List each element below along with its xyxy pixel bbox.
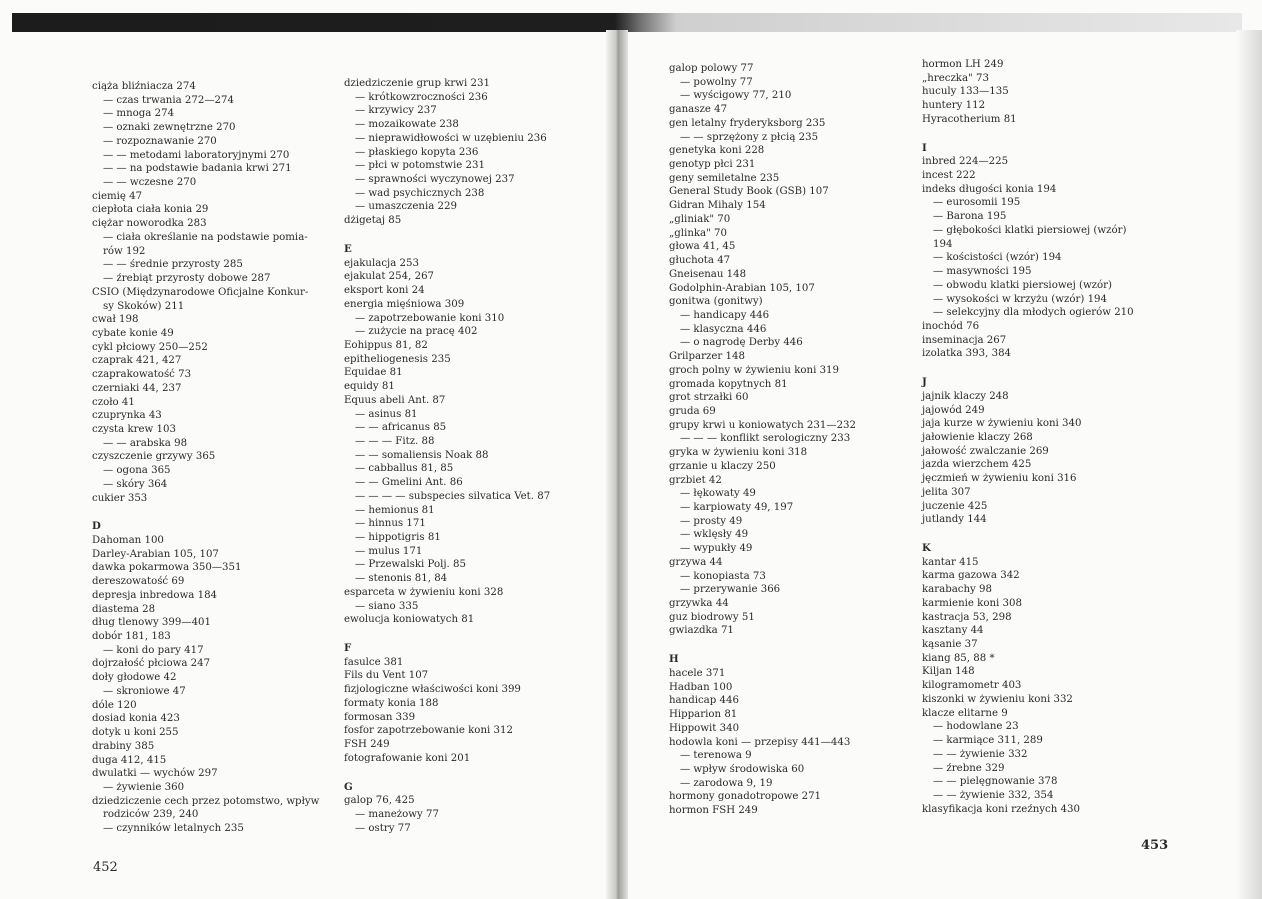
section-gap — [922, 361, 1134, 376]
index-entry: karmienie koni 308 — [922, 597, 1022, 609]
index-entry: inbred 224—225 — [922, 156, 1009, 168]
index-entry: FSH 249 — [344, 739, 390, 751]
index-entry: klasyfikacja koni rzeźnych 430 — [922, 803, 1080, 815]
index-entry: gen letalny fryderyksborg 235 — [669, 117, 826, 129]
index-entry: kąsanie 37 — [922, 639, 978, 651]
section-letter-heading: D — [92, 520, 101, 533]
index-entry: dóle 120 — [92, 699, 137, 711]
index-subentry: — wad psychicznych 238 — [355, 187, 485, 199]
index-entry: gromada kopytnych 81 — [669, 378, 788, 390]
index-entry: equidy 81 — [344, 381, 395, 393]
index-subentry: — przerywanie 366 — [680, 584, 781, 596]
index-entry: jajowód 249 — [922, 404, 985, 416]
index-subentry: — koni do pary 417 — [103, 644, 204, 656]
index-subentry: — — żywienie 332, 354 — [933, 789, 1054, 801]
section-letter-heading: I — [922, 141, 927, 154]
index-entry: czuprynka 43 — [92, 410, 162, 422]
index-subentry: — stenonis 81, 84 — [355, 573, 448, 585]
section-letter-heading: F — [344, 642, 352, 655]
index-entry: guz biodrowy 51 — [669, 611, 755, 623]
index-entry: drabiny 385 — [92, 740, 155, 752]
index-subentry: — głębokości klatki piersiowej (wzór) — [933, 224, 1127, 236]
index-entry: hacele 371 — [669, 667, 726, 679]
section-gap — [669, 638, 856, 653]
index-entry: karma gazowa 342 — [922, 570, 1020, 582]
index-entry: galop 76, 425 — [344, 795, 415, 807]
index-entry: kilogramometr 403 — [922, 680, 1022, 692]
index-entry: formosan 339 — [344, 711, 416, 723]
index-entry: Gneisenau 148 — [669, 268, 747, 280]
index-entry: formaty konia 188 — [344, 697, 439, 709]
index-entry: „gliniak" 70 — [669, 213, 731, 225]
index-entry: Hipparion 81 — [669, 709, 738, 721]
index-entry: juczenie 425 — [922, 500, 988, 512]
index-subentry: — wyścigowy 77, 210 — [680, 90, 792, 102]
index-entry: „hreczka" 73 — [922, 72, 989, 84]
index-entry: jałowienie klaczy 268 — [922, 431, 1033, 443]
index-entry: „glinka" 70 — [669, 227, 728, 239]
index-entry: ciężar noworodka 283 — [92, 218, 207, 230]
index-entry: gwiazdka 71 — [669, 625, 734, 637]
index-subentry: — handicapy 446 — [680, 309, 770, 321]
index-entry: inochód 76 — [922, 320, 980, 332]
index-subentry: — eurosomii 195 — [933, 197, 1021, 209]
index-entry: czerniaki 44, 237 — [92, 382, 182, 394]
index-entry: ejakulacja 253 — [344, 257, 419, 269]
index-entry: ganasze 47 — [669, 104, 728, 116]
section-gap — [92, 505, 319, 520]
index-subentry: — karmiące 311, 289 — [933, 735, 1043, 747]
index-subentry: — skóry 364 — [103, 478, 168, 490]
index-entry: klacze elitarne 9 — [922, 707, 1008, 719]
index-entry: dług tlenowy 399—401 — [92, 617, 212, 629]
index-entry: gryka w żywieniu koni 318 — [669, 447, 808, 459]
index-entry: głuchota 47 — [669, 255, 731, 267]
index-subentry: — obwodu klatki piersiowej (wzór) — [933, 279, 1113, 291]
index-entry: hormon FSH 249 — [669, 805, 758, 817]
index-entry: eksport koni 24 — [344, 285, 425, 297]
index-entry: dotyk u koni 255 — [92, 727, 179, 739]
index-entry: grzbiet 42 — [669, 474, 722, 486]
index-entry: dziedziczenie cech przez potomstwo, wpływ — [92, 795, 320, 807]
index-entry: głowa 41, 45 — [669, 241, 736, 253]
index-entry: dwulatki — wychów 297 — [92, 768, 218, 780]
index-entry: kasztany 44 — [922, 625, 984, 637]
index-entry: grot strzałki 60 — [669, 392, 749, 404]
index-entry: cukier 353 — [92, 492, 148, 504]
index-subentry: — — wczesne 270 — [103, 177, 197, 189]
index-entry: incest 222 — [922, 170, 976, 182]
index-subentry: — skroniowe 47 — [103, 685, 186, 697]
index-subentry: — mnoga 274 — [103, 108, 175, 120]
index-entry: huculy 133—135 — [922, 86, 1009, 98]
index-subentry: — — metodami laboratoryjnymi 270 — [103, 149, 290, 161]
index-subentry: — krzywicy 237 — [355, 105, 437, 117]
page-number-right: 453 — [1141, 838, 1169, 853]
index-subentry: — — pielęgnowanie 378 — [933, 776, 1058, 788]
index-subentry: — umaszczenia 229 — [355, 201, 457, 213]
index-entry: Godolphin-Arabian 105, 107 — [669, 282, 815, 294]
index-subentry: — zużycie na pracę 402 — [355, 326, 478, 338]
index-entry: indeks długości konia 194 — [922, 183, 1057, 195]
index-entry-continuation: rów 192 — [103, 245, 146, 257]
index-entry: Hyracotherium 81 — [922, 113, 1017, 125]
index-subentry: — ogona 365 — [103, 465, 171, 477]
index-entry: diastema 28 — [92, 603, 156, 615]
index-entry: handicap 446 — [669, 695, 739, 707]
index-entry: fizjologiczne właściwości koni 399 — [344, 684, 521, 696]
index-column-right-1 — [669, 62, 856, 818]
index-entry: dziedziczenie grup krwi 231 — [344, 78, 490, 89]
index-subentry: — kościstości (wzór) 194 — [933, 252, 1062, 264]
index-subentry: — mulus 171 — [355, 545, 423, 557]
index-subentry: — mozaikowate 238 — [355, 119, 459, 131]
index-entry: jęczmień w żywieniu koni 316 — [922, 473, 1077, 485]
section-letter-heading: H — [669, 653, 679, 666]
index-subentry: — hippotigris 81 — [355, 532, 441, 543]
index-subentry: — — arabska 98 — [103, 437, 188, 449]
index-subentry: — sprawności wyczynowej 237 — [355, 174, 515, 186]
index-subentry: — płci w potomstwie 231 — [355, 160, 485, 172]
index-entry: gonitwa (gonitwy) — [669, 296, 763, 308]
index-subentry: — — średnie przyrosty 285 — [103, 259, 243, 271]
index-entry: czaprakowatość 73 — [92, 369, 192, 381]
index-entry: hormon LH 249 — [922, 59, 1004, 70]
index-subentry: — oznaki zewnętrzne 270 — [103, 122, 236, 134]
index-subentry: — hinnus 171 — [355, 518, 426, 530]
index-subentry: — czas trwania 272—274 — [103, 94, 235, 106]
index-entry: kantar 415 — [922, 556, 979, 568]
index-subentry: — asinus 81 — [355, 408, 418, 420]
index-entry: hodowla koni — przepisy 441—443 — [669, 736, 851, 748]
index-subentry: — masywności 195 — [933, 266, 1032, 278]
index-entry: kiszonki w żywieniu koni 332 — [922, 693, 1073, 705]
index-entry: genotyp płci 231 — [669, 159, 756, 171]
index-entry: Gidran Mihaly 154 — [669, 200, 766, 212]
index-subentry: — maneżowy 77 — [355, 808, 439, 820]
index-subentry: — źrebne 329 — [933, 762, 1005, 774]
index-entry: izolatka 393, 384 — [922, 348, 1012, 360]
index-entry: czaprak 421, 427 — [92, 355, 182, 367]
index-subentry: — Barona 195 — [933, 211, 1007, 223]
index-subentry: — żywienie 360 — [103, 781, 185, 793]
index-entry: jaja kurze w żywieniu koni 340 — [922, 418, 1082, 430]
section-gap — [344, 228, 550, 243]
index-entry: inseminacja 267 — [922, 334, 1007, 346]
index-subentry: — konopiasta 73 — [680, 570, 766, 582]
index-entry: Eohippus 81, 82 — [344, 339, 428, 351]
index-entry: cybate konie 49 — [92, 327, 174, 339]
index-subentry: — — africanus 85 — [355, 422, 447, 434]
index-entry: galop polowy 77 — [669, 63, 754, 74]
index-subentry: — wpływ środowiska 60 — [680, 763, 805, 775]
index-subentry: — krótkowzroczności 236 — [355, 91, 488, 103]
index-subentry: — wysokości w krzyżu (wzór) 194 — [933, 293, 1108, 305]
index-entry: ciepłota ciała konia 29 — [92, 204, 209, 216]
index-subentry: — karpiowaty 49, 197 — [680, 502, 794, 513]
index-entry: Hadban 100 — [669, 681, 733, 693]
section-gap — [344, 766, 550, 781]
index-subentry: — cabballus 81, 85 — [355, 463, 454, 475]
index-entry: jutlandy 144 — [922, 514, 987, 526]
index-entry: Fils du Vent 107 — [344, 670, 429, 682]
index-subentry: — o nagrodę Derby 446 — [680, 337, 803, 349]
index-subentry: — łękowaty 49 — [680, 488, 756, 500]
index-subentry: — płaskiego kopyta 236 — [355, 146, 479, 158]
index-subentry: — — żywienie 332 — [933, 748, 1028, 760]
index-entry: kastracja 53, 298 — [922, 611, 1012, 623]
index-entry-continuation: sy Skoków) 211 — [103, 300, 185, 312]
index-entry: czoło 41 — [92, 396, 135, 408]
index-entry: grzanie u klaczy 250 — [669, 460, 776, 472]
index-entry: jelita 307 — [922, 486, 971, 498]
index-entry: ewolucja koniowatych 81 — [344, 614, 475, 626]
index-entry: dawka pokarmowa 350—351 — [92, 562, 242, 574]
index-entry: genetyka koni 228 — [669, 145, 765, 157]
index-entry: fasulce 381 — [344, 656, 404, 668]
index-entry-continuation: rodziców 239, 240 — [103, 809, 199, 821]
index-entry: kiang 85, 88 * — [922, 652, 995, 664]
index-subentry: — prosty 49 — [680, 515, 743, 527]
index-subentry: — nieprawidłowości w uzębieniu 236 — [355, 132, 547, 144]
index-subentry: — klasyczna 446 — [680, 323, 767, 335]
section-letter-heading: G — [344, 780, 353, 793]
page-edge — [1236, 30, 1262, 899]
index-entry: Equus abeli Ant. 87 — [344, 394, 446, 406]
index-entry: groch polny w żywieniu koni 319 — [669, 364, 840, 376]
index-entry: hormony gonadotropowe 271 — [669, 791, 822, 803]
index-entry: czysta krew 103 — [92, 423, 176, 435]
index-column-right-2 — [922, 58, 1134, 816]
index-entry: depresja inbredowa 184 — [92, 589, 218, 601]
index-entry: dojrzałość płciowa 247 — [92, 658, 211, 670]
index-entry: dżigetaj 85 — [344, 215, 402, 227]
section-letter-heading: J — [922, 376, 927, 389]
index-entry: cykl płciowy 250—252 — [92, 341, 208, 353]
index-entry: jałowość zwalczanie 269 — [922, 445, 1049, 457]
index-subentry: — wklęsły 49 — [680, 529, 749, 541]
index-subentry: — hemionus 81 — [355, 504, 435, 516]
index-subentry: — zapotrzebowanie koni 310 — [355, 312, 505, 324]
index-entry: Equidae 81 — [344, 367, 403, 379]
index-subentry: — czynników letalnych 235 — [103, 823, 244, 835]
index-subentry: — — somaliensis Noak 88 — [355, 449, 489, 461]
index-entry: ciemię 47 — [92, 190, 143, 202]
index-column-left-2 — [344, 77, 550, 835]
index-entry: ciąża bliźniacza 274 — [92, 81, 196, 92]
index-subentry: — rozpoznawanie 270 — [103, 135, 217, 147]
index-subentry: — — — konflikt serologiczny 233 — [680, 433, 851, 445]
index-entry: Hippowit 340 — [669, 722, 740, 734]
index-subentry: — zarodowa 9, 19 — [680, 777, 773, 789]
index-entry: huntery 112 — [922, 100, 986, 112]
section-gap — [922, 527, 1134, 542]
index-subentry: — ostry 77 — [355, 822, 411, 834]
index-entry: dobór 181, 183 — [92, 631, 171, 643]
section-letter-heading: K — [922, 542, 931, 554]
index-subentry: — wypukły 49 — [680, 543, 753, 555]
index-entry: energia mięśniowa 309 — [344, 298, 465, 310]
index-entry: czyszczenie grzywy 365 — [92, 451, 216, 463]
index-subentry: — — Gmelini Ant. 86 — [355, 477, 463, 489]
index-entry: Grilparzer 148 — [669, 351, 745, 363]
index-subentry: — selekcyjny dla młodych ogierów 210 — [933, 307, 1134, 319]
index-entry: dereszowatość 69 — [92, 576, 185, 588]
index-subentry: — terenowa 9 — [680, 750, 752, 762]
index-subentry: — ciała określanie na podstawie pomia- — [103, 231, 308, 243]
index-subentry: — powolny 77 — [680, 76, 753, 88]
index-entry: duga 412, 415 — [92, 754, 167, 766]
section-gap — [344, 627, 550, 642]
index-entry: epitheliogenesis 235 — [344, 353, 451, 365]
index-entry: esparceta w żywieniu koni 328 — [344, 586, 504, 598]
index-entry: karabachy 98 — [922, 584, 993, 596]
index-entry: jajnik klaczy 248 — [922, 390, 1009, 402]
index-subentry: — — sprzężony z płcią 235 — [680, 131, 819, 143]
index-entry: doły głodowe 42 — [92, 672, 177, 684]
index-entry: geny semiletalne 235 — [669, 172, 780, 184]
book-gutter — [606, 30, 628, 899]
index-entry-continuation: 194 — [933, 238, 953, 250]
index-entry: Darley-Arabian 105, 107 — [92, 548, 219, 560]
index-subentry: — — — — subspecies silvatica Vet. 87 — [355, 490, 551, 502]
index-entry: grupy krwi u koniowatych 231—232 — [669, 419, 857, 431]
index-entry: fosfor zapotrzebowanie koni 312 — [344, 725, 513, 737]
page-number-left: 452 — [93, 860, 118, 875]
index-entry: cwał 198 — [92, 314, 139, 326]
index-entry: grzywka 44 — [669, 598, 729, 610]
index-subentry: — hodowlane 23 — [933, 721, 1019, 733]
index-subentry: — źrebiąt przyrosty dobowe 287 — [103, 273, 271, 285]
index-subentry: — — na podstawie badania krwi 271 — [103, 163, 292, 175]
index-column-left-1 — [92, 80, 319, 836]
index-entry: Kiljan 148 — [922, 666, 975, 678]
index-entry: CSIO (Międzynarodowe Oficjalne Konkur- — [92, 286, 309, 298]
index-entry: dosiad konia 423 — [92, 713, 180, 725]
index-entry: ejakulat 254, 267 — [344, 271, 435, 283]
section-letter-heading: E — [344, 242, 352, 255]
index-entry: grzywa 44 — [669, 556, 723, 568]
index-entry: General Study Book (GSB) 107 — [669, 186, 829, 198]
index-entry: gruda 69 — [669, 405, 716, 417]
index-subentry: — Przewalski Polj. 85 — [355, 559, 466, 571]
index-entry: Dahoman 100 — [92, 535, 164, 546]
index-entry: fotografowanie koni 201 — [344, 752, 471, 764]
index-entry: jazda wierzchem 425 — [922, 459, 1032, 471]
section-gap — [922, 127, 1134, 142]
index-subentry: — — — Fitz. 88 — [355, 435, 435, 447]
index-subentry: — siano 335 — [355, 600, 419, 612]
